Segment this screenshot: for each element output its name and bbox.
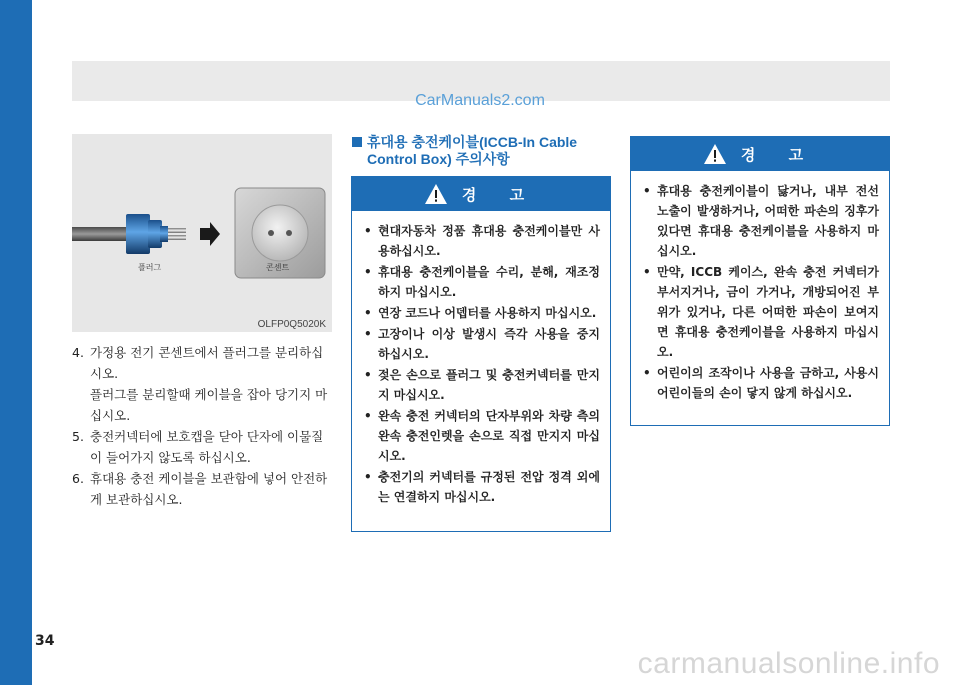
plug-outlet-figure — [72, 134, 332, 332]
warning-item: • 어린이의 조작이나 사용을 금하고, 사용시 어린이들의 손이 닿지 않게 하십시오. — [643, 363, 879, 403]
step-text: 충전커넥터에 보호캡을 닫아 단자에 이물질이 들어가지 않도록 하십시오. — [90, 429, 324, 465]
warning-item: • 휴대용 충전케이블을 수리, 분해, 재조정 하지 마십시오. — [364, 262, 600, 302]
step-6 — [72, 468, 334, 510]
plug-outlet-illustration — [72, 134, 332, 332]
step-number: 6. — [72, 471, 84, 486]
step-number: 4. — [72, 345, 84, 360]
step-number: 5. — [72, 429, 84, 444]
plug-label: 플러그 — [138, 263, 162, 272]
warning-box-2 — [630, 136, 890, 426]
step-text: 가정용 전기 콘센트에서 플러그를 분리하십시오. — [90, 345, 324, 381]
watermark-top[interactable]: CarManuals2.com — [415, 92, 545, 109]
procedure-steps — [72, 342, 334, 510]
watermark-bottom[interactable]: carmanualsonline.info — [637, 647, 940, 680]
step-text: 플러그를 분리할때 케이블을 잡아 당기지 마십시오. — [90, 387, 328, 423]
section-square-icon — [352, 137, 362, 147]
outlet-label: 콘센트 — [266, 263, 290, 272]
warning-item: • 충전기의 커넥터를 규정된 전압 정격 외에는 연결하지 마십시오. — [364, 467, 600, 507]
step-4 — [72, 342, 334, 426]
warning-header — [352, 177, 610, 211]
warning-item: • 연장 코드나 어뎁터를 사용하지 마십시오. — [364, 303, 600, 323]
section-heading-line2: Control Box) 주의사항 — [367, 151, 510, 167]
warning-box-1 — [351, 176, 611, 532]
warning-item: • 젖은 손으로 플러그 및 충전커넥터를 만지지 마십시오. — [364, 365, 600, 405]
warning-item: • 완속 충전 커넥터의 단자부위와 차량 측의 완속 충전인렛을 손으로 직접 만지지 마십시오. — [364, 406, 600, 466]
warning-item: • 고장이나 이상 발생시 즉각 사용을 중지 하십시오. — [364, 324, 600, 364]
warning-item: • 휴대용 충전케이블이 닳거나, 내부 전선 노출이 발생하거나, 어떠한 파손의 징후가 있다면 휴대용 충전케이블을 사용하지 마십시오. — [643, 181, 879, 261]
warning-item: • 만약, ICCB 케이스, 완속 충전 커넥터가 부서지거나, 금이 가거나, 개방되어진 부위가 있거나, 다른 어떠한 파손이 보여지면 휴대용 충전케이블을 사용하지 마십시오. — [643, 262, 879, 362]
section-heading — [352, 134, 612, 168]
warning-title: 경 고 — [740, 145, 818, 164]
warning-header — [631, 137, 889, 171]
warning-triangle-icon — [424, 183, 448, 205]
warning-list — [352, 211, 610, 514]
page-number: 34 — [35, 633, 55, 649]
figure-code: OLFP0Q5020K — [257, 319, 326, 330]
warning-item: • 현대자동차 정품 휴대용 충전케이블만 사용하십시오. — [364, 221, 600, 261]
step-5 — [72, 426, 334, 468]
section-heading-line1: 휴대용 충전케이블(ICCB-In Cable — [367, 134, 578, 150]
step-text: 휴대용 충전 케이블을 보관함에 넣어 안전하게 보관하십시오. — [90, 471, 328, 507]
warning-triangle-icon — [703, 143, 727, 165]
warning-title: 경 고 — [461, 185, 539, 204]
warning-list — [631, 171, 889, 410]
